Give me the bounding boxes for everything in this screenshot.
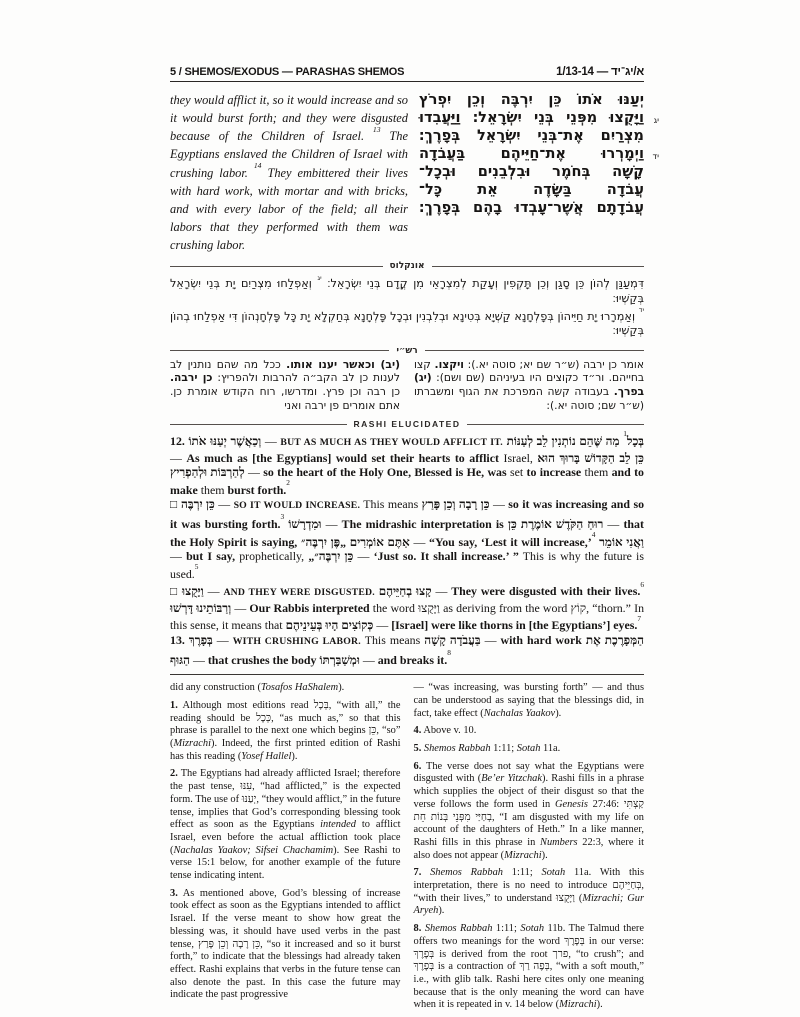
rashi-label: רש״י — [396, 345, 418, 356]
rashi-heading — [170, 346, 644, 356]
footnotes-divider — [170, 674, 644, 675]
onkelos-heading — [170, 261, 644, 271]
torah-line — [419, 181, 644, 199]
footnote-paragraph: 2. The Egyptians had already afflicted Israel; therefore the past tense, עִנּוּ, “had afflicted,” is the expected form. The use of יְעַנּוּ, “they would afflict,” in the future tense, implies that God’s corresponding blessing took effect as soon as the Egyptians intended to afflict Israel, even before the actual affliction took place (Nachalas Yaakov; Sifsei Chachamim). See Rashi to verse 15:1 below, for another example of the future tense indicating intent. — [170, 768, 401, 882]
onkelos-text — [170, 273, 644, 339]
torah-line — [419, 127, 644, 145]
onkelos-line: דִּמְעַנַּן לְהוֹן כֵּן סָגַן וְכֵן תָּקְפִין וְעָקַת לְמִצְרָאֵי מִן קֳדָם בְּנֵי יִשְׂרָאֵל׃ $^{יג}$ וְאַפְלַחוּ מִצְרַיִם יָת בְּנֵי יִשְׂרָאֵל בְּקַשְׁיוּ׃ — [170, 273, 645, 305]
rashi-column-first: (יב) וכאשר יענו אותו. ככל מה שהם נותנין לב לענות כן לב הקב״ה להרבות ולהפריץ: כן ירבה. כן רבה וכן פרץ. ומדרשו, רוח הקודש אומרת כן. אתם אומרים פן ירבה ואני — [170, 357, 400, 412]
torah-line — [419, 199, 644, 217]
hebrew-torah-column — [419, 91, 659, 254]
footnotes-right-column — [414, 682, 645, 1017]
torah-line-text: קָשָׁה בְּחֹמֶר וּבִלְבֵנִים וּבְכָל־ — [419, 163, 644, 180]
footnote-paragraph: 4. Above v. 10. — [413, 725, 477, 737]
footnotes-section — [170, 682, 644, 1017]
footnote-paragraph: 8. Shemos Rabbah 1:11; Sotah 11b. The Talmud there offers two meanings for the word בְּפָרֶךְ in our verse: בְּפָרֶךְ is derived from the root פרך, “to crush”; and בְּפָרֶךְ is a contraction of בְּפֶה רַךְ, “with a soft mouth,” i.e., with glib talk. Rashi here cites only one meaning because that is the only meaning the word can have when it is repeated in v. 14 below (Mizrachi). — [413, 923, 644, 1011]
onkelos-line: $^{יד}$ וְאַמְרָרוּ יָת חַיֵּיהוֹן בְּפָלְחָנָא קַשְׁיָא בְּטִינָא וּבְלִבְנִין וּבְכָל פָּלְחָנָא בְּחַקְלָא יָת כָּל פָּלְחָנְהוֹן דִּי אַפְלַחוּ בְהוֹן בְּקַשְׁיוּ׃ — [170, 306, 644, 338]
torah-line-text: וַיְמָרְרוּ אֶת־חַיֵּיהֶם בַּעֲבֹדָה — [419, 145, 644, 162]
footnote-paragraph: 3. As mentioned above, God’s blessing of increase took effect as soon as the Egyptians intended to afflict Israel. If the verse meant to show how great the blessing was, it should have used verbs in the past tense, כֵּן רָבָה וְכֵן פָּרַץ, “so it increased and so it burst forth,” to indicate that the blessings had already taken effect. Rashi explains that verbs in the future tense can also denote the past. In this case the future may indicate the past progressive — [170, 887, 401, 1001]
torah-line — [419, 109, 659, 127]
footnote-paragraph: 1. Although most editions read בְּכָל, “with all,” the reading should be כְּכָל, “as much as,” so that this phrase is parallel to the next one which begins כֵּן, “so” (Mizrachi). Indeed, the first printed edition of Rashi has this reading (Yosef Hallel). — [170, 699, 401, 762]
header-right-reference: 1/13-14 — א/יג־יד — [556, 66, 644, 78]
torah-line — [419, 145, 659, 163]
onkelos-label: אונקלוס — [389, 261, 425, 272]
elucidated-paragraph: 13. בְּפָרֶךְ — WITH CRUSHING LABOR. This means בַּעֲבֹדָה קָשָׁה — with hard work הַמְּפָרֶכֶת אֶת הַגּוּף — that crushes the body וּמְשַׁבַּרְתּוֹ — and breaks it.$^8$ — [170, 633, 645, 667]
elucidated-heading — [170, 419, 644, 429]
footnote-paragraph: 7. Shemos Rabbah 1:11; Sotah 11a. With this interpretation, there is no need to introduce בְּחַיֵּיהֶם, “with their lives,” to understand וַיָּקֻצוּ (Mizrachi; Gur Aryeh). — [413, 867, 644, 917]
footnotes-left-column — [170, 682, 401, 1017]
verse-marker: יד — [652, 152, 659, 162]
elucidated-paragraph: □ כֵּן יִרְבֶּה — SO IT WOULD INCREASE. This means כֵּן רָבָה וְכֵן פָּרַץ — so it was increasing and so it was bursting forth.$^3$ וּמִדְרָשׁוֹ — The midrashic interpretation is רוּחַ הַקֹּדֶשׁ אוֹמֶרֶת כֵּן — that the Holy Spirit is saying, אַתֶּם אוֹמְרִים „פֶּן יִרְבֶּה״ — “You say, ‘Lest it will increase,’$^4$ וַאֲנִי אוֹמֵר — but I say, prophetically, „כֵּן יִרְבֶּה״ — ‘Just so. It shall increase.’ ” This is why the future is used.$^5$ — [170, 497, 645, 581]
rashi-elucidated-text — [170, 431, 644, 667]
footnote-paragraph: — “was increasing, was bursting forth” — and thus can be understood as saying that the blessings did, in fact, take effect (Nachalas Yaakov). — [413, 682, 644, 719]
torah-line — [419, 163, 644, 181]
torah-line-text: מִצְרַיִם אֶת־בְּנֵי יִשְׂרָאֵל בְּפָרֶךְ׃ — [419, 127, 644, 144]
page-header — [170, 66, 644, 82]
elucidated-label: RASHI ELUCIDATED — [353, 419, 461, 430]
verse-section — [170, 91, 659, 254]
torah-line-text: עֲבֹדָתָם אֲשֶׁר־עָבְדוּ בָהֶם בְּפָרֶךְ׃ — [419, 199, 644, 216]
header-left-title: 5 / SHEMOS/EXODUS — PARASHAS SHEMOS — [170, 66, 405, 78]
english-translation: they would afflict it, so it would increase and so it would burst forth; and they were disgusted because of the Children of Israel. $^{13}$ The Egyptians enslaved the Children of Israel with crushing labor. $^{14}$ They embittered their lives with hard work, with mortar and with bricks, and with every labor of the field; all their labors that they performed with them was crushing labor. — [170, 93, 408, 253]
page-content — [170, 66, 659, 1017]
footnote-paragraph: 6. The verse does not say what the Egyptians were disgusted with (Be’er Yitzchak). Rashi fills in a phrase which supplies the object of their disgust so that the verse follows the form used in Genesis 27:46: קַצְתִּי בְחַיַּי מִפְּנֵי בְּנוֹת חֵת, “I am disgusted with my life on account of the daughters of Heth.” In a like manner, Rashi fills in this phrase in Numbers 22:3, where it also does not appear (Mizrachi). — [413, 760, 644, 861]
elucidated-paragraph: 12. וְכַאֲשֶׁר יְעַנּוּ אֹתוֹ — BUT AS MUCH AS THEY WOULD AFFLICT IT. בְּכָל$^1$ מַה שֶּׁהֵם נוֹתְנִין לֵב לְעַנּוֹת — As much as [the Egyptians] would set their hearts to afflict Israel, כֵּן לֵב הַקָּדוֹשׁ בָּרוּךְ הוּא לְהַרְבּוֹת וּלְהַפְרִיץ — so the heart of the Holy One, Blessed is He, was set to increase them and to make them burst forth.$^2$ — [170, 429, 644, 497]
elucidated-paragraph: □ וַיָּקֻצוּ — AND THEY WERE DISGUSTED. קָצוּ בְחַיֵּיהֶם — They were disgusted with their lives.$^6$ וְרַבּוֹתֵינוּ דָּרְשׁוּ — Our Rabbis interpreted the word וַיָּקֻצוּ as deriving from the word קוֹץ, “thorn.” In this sense, it means that כְּקוֹצִים הָיוּ בְּעֵינֵיהֶם — [Israel] were like thorns in [the Egyptians’] eyes.$^7$ — [170, 579, 645, 633]
torah-line-text: יְעַנּוּ אֹתוֹ כֵּן יִרְבֶּה וְכֵן יִפְרֹץ — [419, 91, 644, 108]
torah-line-text: עֲבֹדָה בַּשָּׂדֶה אֵת כָּל־ — [419, 181, 644, 198]
torah-line-text: וַיָּקֻצוּ מִפְּנֵי בְּנֵי יִשְׂרָאֵל׃ וַיַּעֲבִדוּ — [419, 109, 644, 126]
verse-marker: יג — [653, 116, 659, 126]
footnote-paragraph: did any construction (Tosafos HaShalem). — [170, 682, 345, 694]
footnote-paragraph: 5. Shemos Rabbah 1:11; Sotah 11a. — [413, 743, 561, 755]
torah-line — [419, 91, 644, 109]
rashi-text — [170, 358, 644, 412]
rashi-column-second: אומר כן ירבה (ש״ר שם יא; סוטה יא.): ויקצו. קצו בחייהם. ור״ד כקוצים היו בעיניהם (שם ושם): (יג) בפרך. בעבודה קשה המפרכת את הגוף ומשברתו (ש״ר שם; סוטה יא.): — [414, 357, 644, 412]
